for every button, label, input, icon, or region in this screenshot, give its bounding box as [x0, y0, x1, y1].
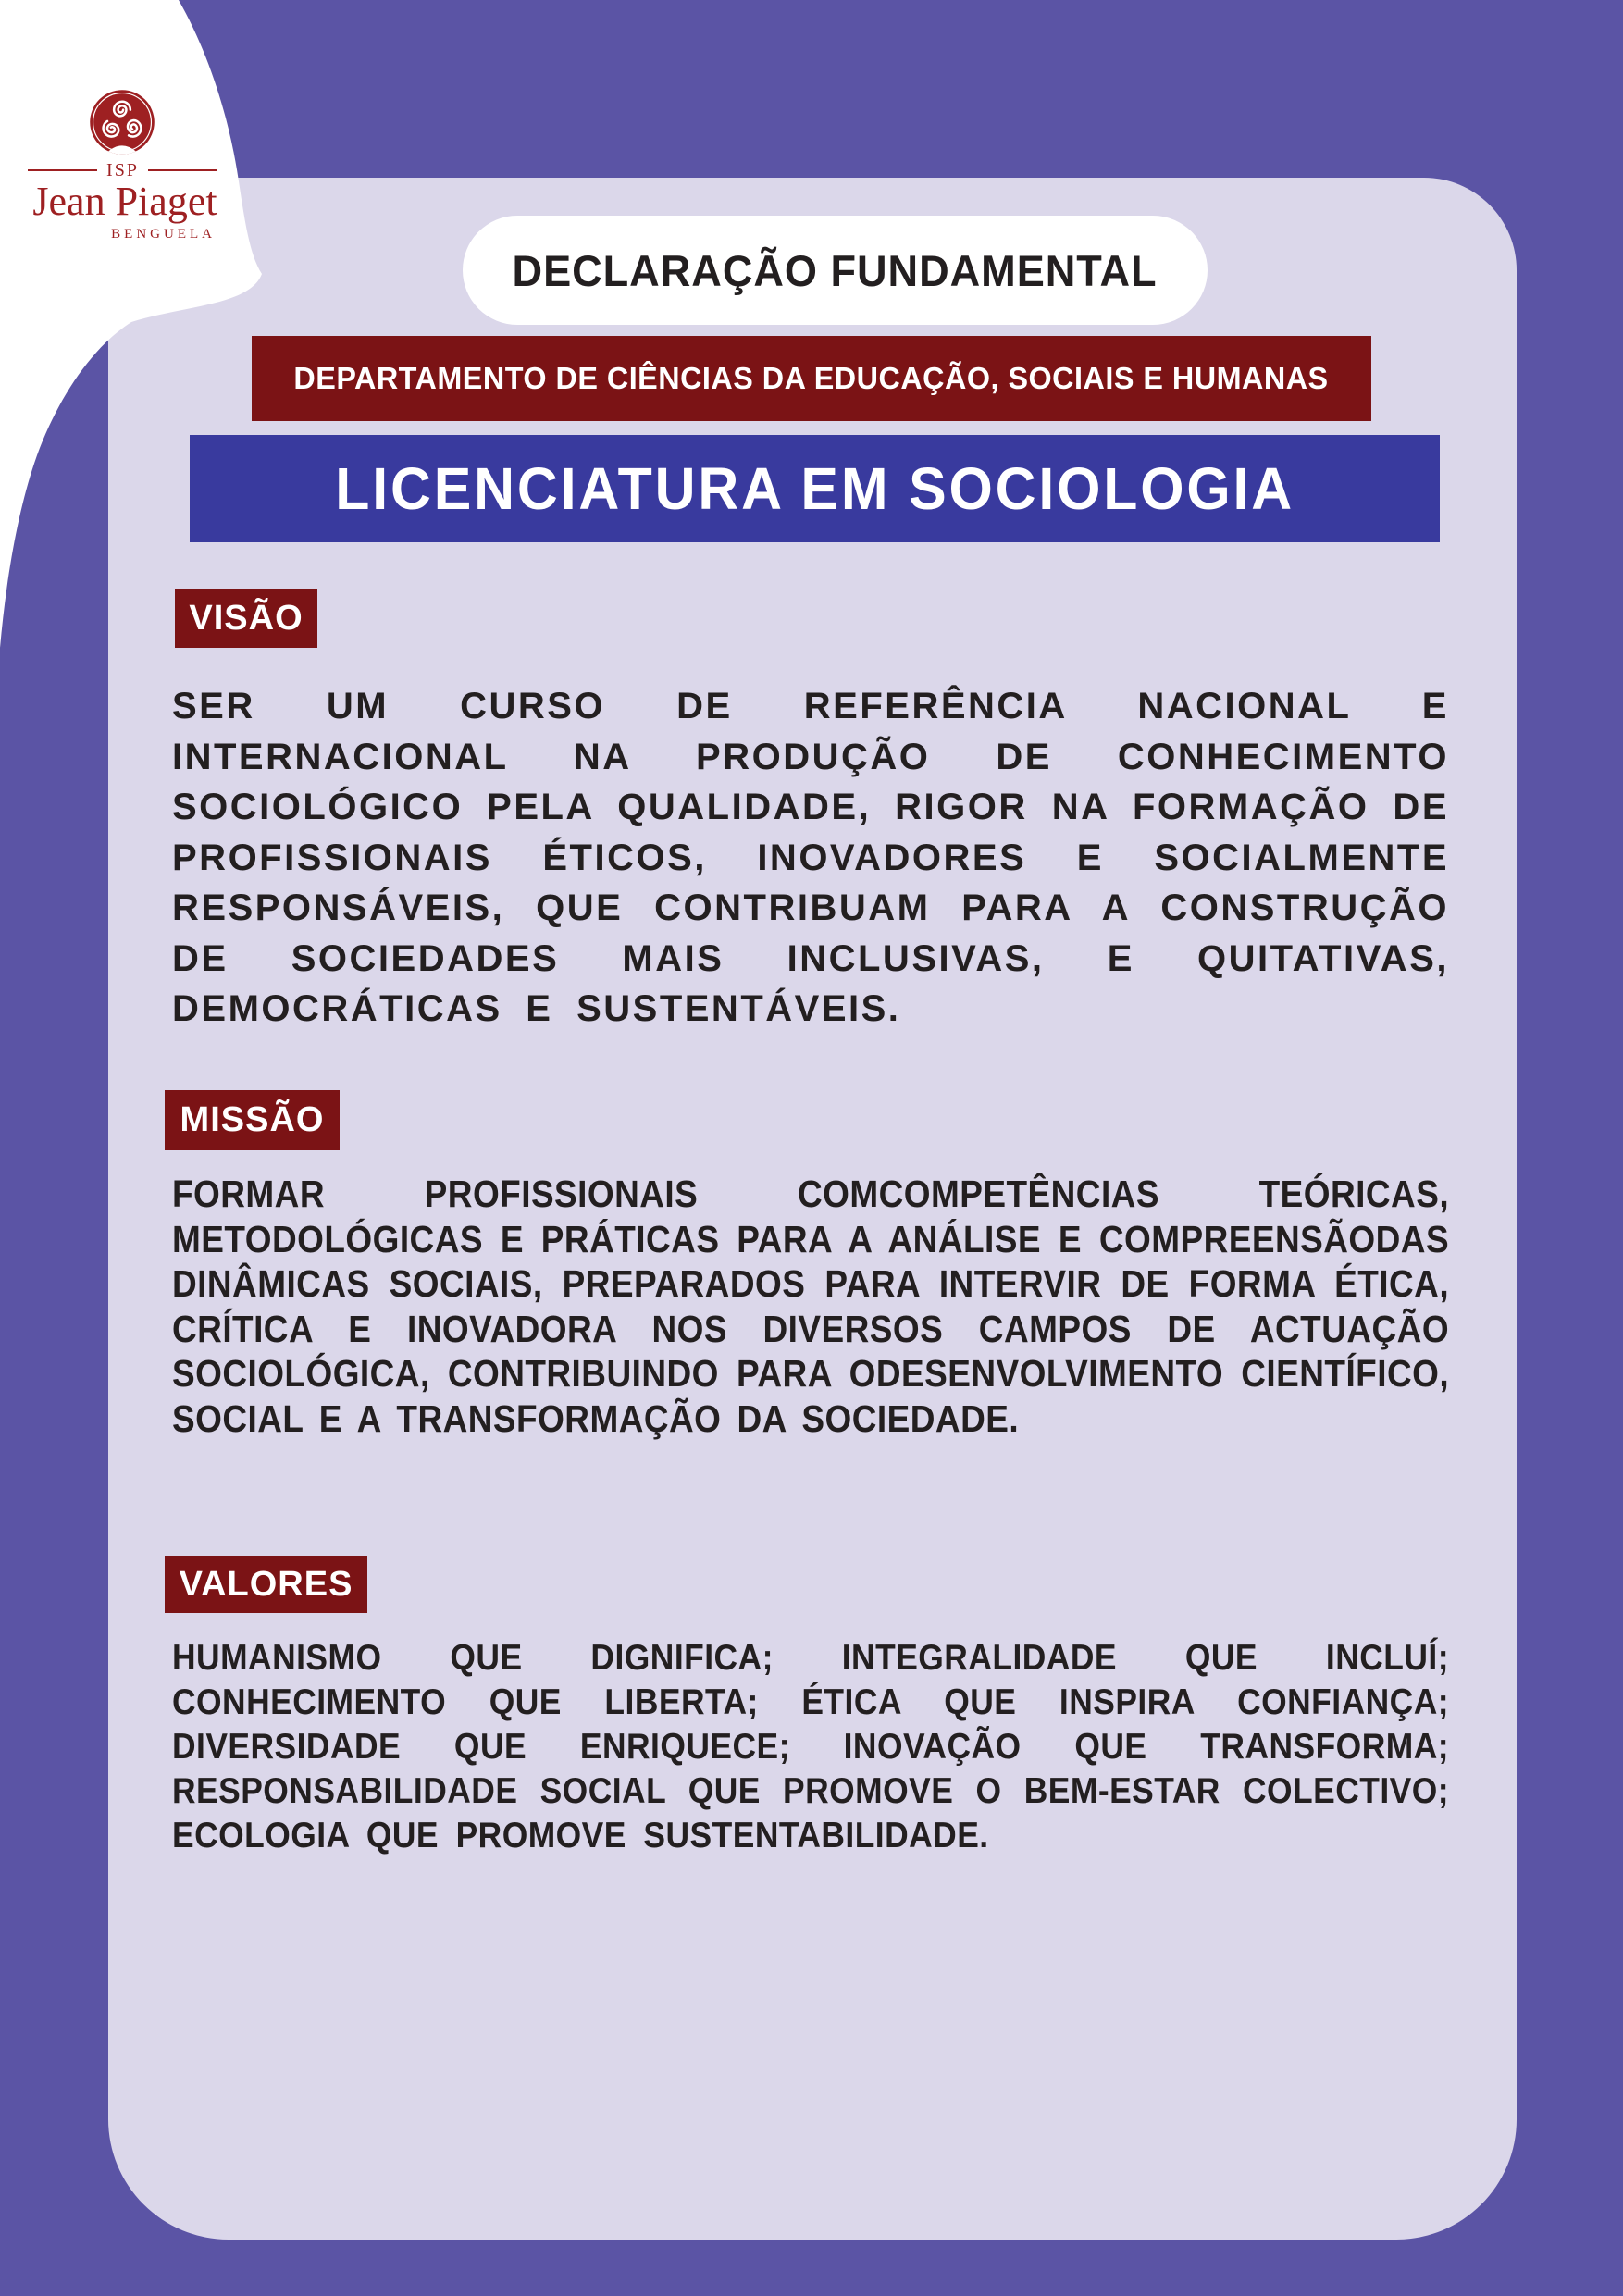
logo-institution-name: Jean Piaget — [32, 179, 217, 224]
isp-logo — [0, 56, 259, 259]
course-banner-text: LICENCIATURA EM SOCIOLOGIA — [335, 455, 1295, 522]
logo-rule-left — [28, 169, 97, 171]
section-badge-valores — [165, 1556, 367, 1613]
section-label-visao: VISÃO — [189, 598, 304, 638]
section-body-valores: HUMANISMO QUE DIGNIFICA; INTEGRALIDADE QUE INCLUÍ; CONHECIMENTO QUE LIBERTA; ÉTICA QUE INSPIRA CONFIANÇA; DIVERSIDADE QUE ENRIQUECE; INOVAÇÃO QUE TRANSFORMA; RESPONSABILIDADE SOCIAL QUE PROMOVE O BEM-ESTAR COLECTIVO; ECOLOGIA QUE PROMOVE SUSTENTABILIDADE. — [172, 1638, 1449, 1855]
logo-acronym: ISP — [106, 159, 139, 180]
section-body-visao: SER UM CURSO DE REFERÊNCIA NACIONAL E INTERNACIONAL NA PRODUÇÃO DE CONHECIMENTO SOCIOLÓGICO PELA QUALIDADE, RIGOR NA FORMAÇÃO DE PROFISSIONAIS ÉTICOS, INOVADORES E SOCIALMENTE RESPONSÁVEIS, QUE CONTRIBUAM PARA A CONSTRUÇÃO DE SOCIEDADES MAIS INCLUSIVAS, E QUITATIVAS, DEMOCRÁTICAS E SUSTENTÁVEIS. — [172, 686, 1449, 1029]
department-banner-text: DEPARTAMENTO DE CIÊNCIAS DA EDUCAÇÃO, SOCIAIS E HUMANAS — [293, 361, 1330, 395]
section-badge-missao — [165, 1090, 340, 1150]
logo-rule-right — [148, 169, 217, 171]
triskelion-logo-icon — [88, 88, 156, 156]
logo-campus-name: BENGUELA — [111, 227, 216, 242]
section-label-valores: VALORES — [179, 1564, 353, 1604]
department-banner — [252, 336, 1371, 421]
section-body-missao: FORMAR PROFISSIONAIS COMCOMPETÊNCIAS TEÓRICAS, METODOLÓGICAS E PRÁTICAS PARA A ANÁLISE E COMPREENSÃODAS DINÂMICAS SOCIAIS, PREPARADOS PARA INTERVIR DE FORMA ÉTICA, CRÍTICA E INOVADORA NOS DIVERSOS CAMPOS DE ACTUAÇÃO SOCIOLÓGICA, CONTRIBUINDO PARA ODESENVOLVIMENTO CIENTÍFICO, SOCIAL E A TRANSFORMAÇÃO DA SOCIEDADE. — [172, 1173, 1450, 1440]
section-badge-visao — [175, 589, 317, 648]
course-banner — [190, 435, 1440, 542]
title-pill — [463, 216, 1208, 325]
page-title: DECLARAÇÃO FUNDAMENTAL — [512, 245, 1158, 295]
section-label-missao: MISSÃO — [180, 1100, 325, 1139]
